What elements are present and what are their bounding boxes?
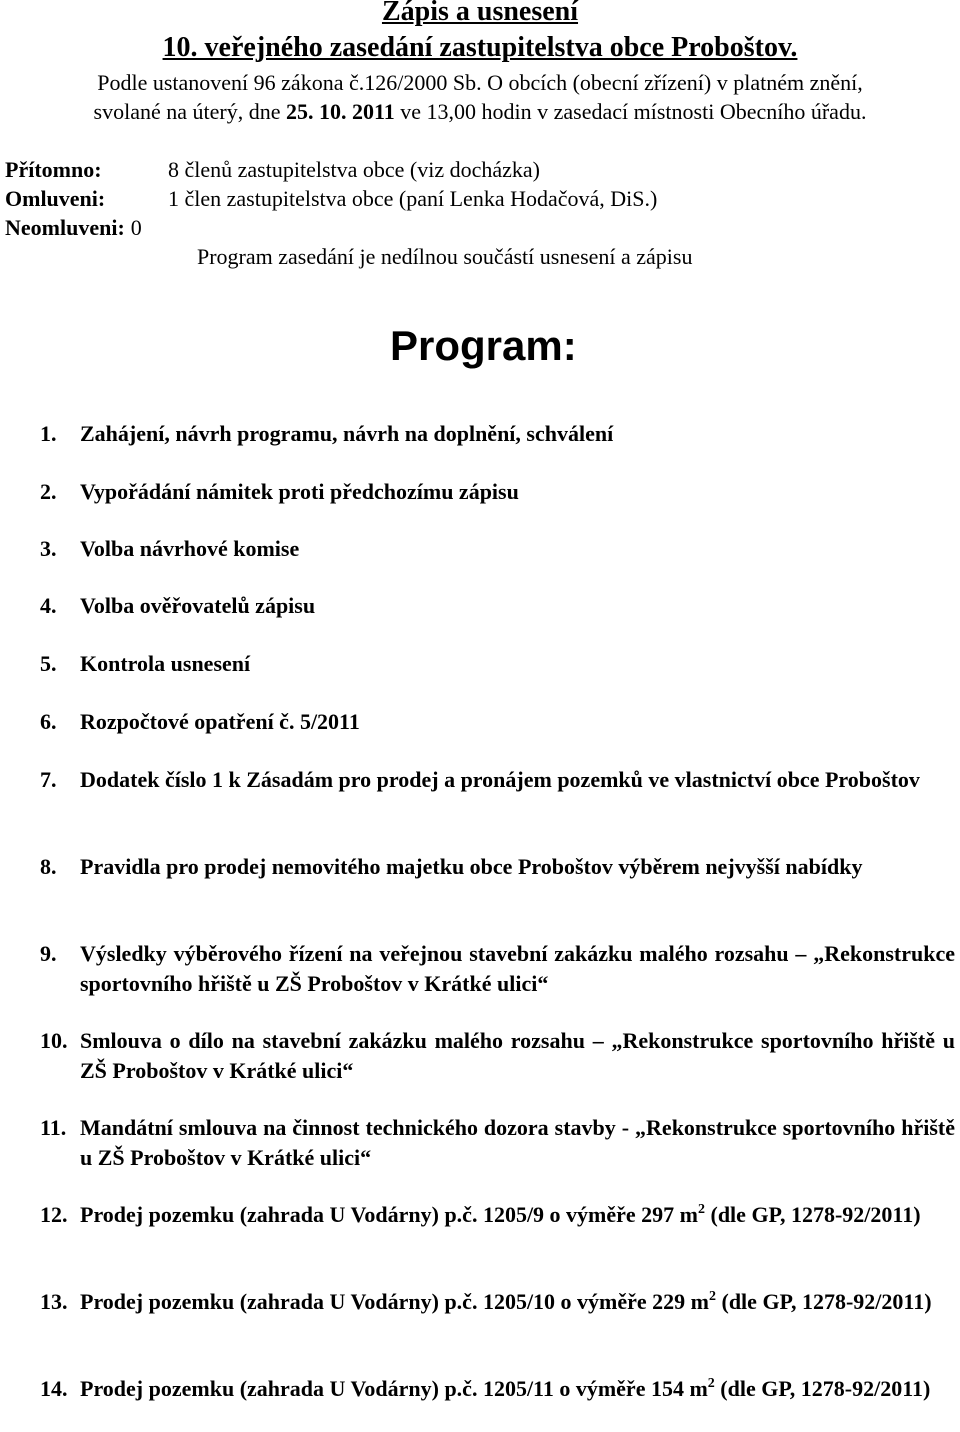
- item-number: 9.: [40, 941, 57, 966]
- present-value: 8 členů zastupitelstva obce (viz docházka): [168, 157, 541, 182]
- attendance-unexcused: [5, 214, 142, 242]
- item-number: 2.: [40, 479, 57, 504]
- item-text: Dodatek číslo 1 k Zásadám pro prodej a pronájem pozemků ve vlastnictví obce Proboštov: [80, 767, 920, 792]
- item-text: Smlouva o dílo na stavební zakázku malého rozsahu – „Rekonstrukce sportovního hřiště u ZŠ Proboštov v Krátké ulici“: [80, 1028, 955, 1083]
- item-text: Kontrola usnesení: [80, 651, 251, 676]
- program-item: [40, 707, 955, 737]
- item-number: 7.: [40, 767, 57, 792]
- item-text-pre: Prodej pozemku (zahrada U Vodárny) p.č. 1205/11 o výměře 154 m: [80, 1376, 708, 1401]
- attendance-excused: [5, 185, 658, 213]
- superscript: 2: [707, 1376, 715, 1391]
- item-number: 12.: [40, 1202, 68, 1227]
- item-text: [80, 1374, 955, 1404]
- item-text: Volba návrhové komise: [80, 536, 300, 561]
- program-item: [40, 1287, 955, 1317]
- item-number: 1.: [40, 421, 57, 446]
- program-item: [40, 591, 955, 621]
- program-item: [40, 852, 955, 882]
- program-note: Program zasedání je nedílnou součástí usnesení a zápisu: [197, 244, 693, 269]
- program-item: [40, 939, 955, 999]
- item-text-post: (dle GP, 1278-92/2011): [714, 1376, 931, 1401]
- document-subtitle: 10. veřejného zasedání zastupitelstva obce Proboštov.: [162, 32, 798, 63]
- intro-line-2: [0, 98, 960, 126]
- item-text-post: (dle GP, 1278-92/2011): [705, 1202, 921, 1227]
- superscript: 2: [698, 1202, 705, 1217]
- attendance-present: [5, 156, 541, 184]
- program-item: [40, 649, 955, 679]
- program-item: [40, 1026, 955, 1086]
- item-text: Zahájení, návrh programu, návrh na doplnění, schválení: [80, 421, 614, 446]
- item-number: 11.: [40, 1115, 67, 1140]
- item-number: 6.: [40, 709, 57, 734]
- present-label: Přítomno:: [5, 157, 102, 182]
- item-text-pre: Prodej pozemku (zahrada U Vodárny) p.č. 1205/10 o výměře 229 m: [80, 1289, 709, 1314]
- item-number: 8.: [40, 854, 57, 879]
- item-text: Pravidla pro prodej nemovitého majetku obce Proboštov výběrem nejvyšší nabídky: [80, 854, 863, 879]
- excused-value: 1 člen zastupitelstva obce (paní Lenka Hodačová, DiS.): [168, 186, 658, 211]
- item-number: 13.: [40, 1289, 68, 1314]
- item-text-post: (dle GP, 1278-92/2011): [716, 1289, 932, 1314]
- item-number: 14.: [40, 1376, 68, 1401]
- intro-line-2-pre: svolané na úterý, dne: [93, 99, 286, 124]
- program-item: [40, 419, 955, 449]
- item-text: Rozpočtové opatření č. 5/2011: [80, 709, 360, 734]
- intro-line-2-post: ve 13,00 hodin v zasedací místnosti Obecního úřadu.: [394, 99, 867, 124]
- document-title: Zápis a usnesení: [381, 0, 579, 27]
- item-text: Mandátní smlouva na činnost technického dozora stavby - „Rekonstrukce sportovního hřiště u ZŠ Proboštov v Krátké ulici“: [80, 1115, 955, 1170]
- program-item: [40, 534, 955, 564]
- item-number: 5.: [40, 651, 57, 676]
- program-item: [40, 765, 955, 795]
- item-text: Výsledky výběrového řízení na veřejnou stavební zakázku malého rozsahu – „Rekonstrukce sportovního hřiště u ZŠ Proboštov v Krátké ulici“: [80, 941, 955, 996]
- meeting-date: 25. 10. 2011: [285, 99, 395, 124]
- program-item: [40, 1374, 955, 1404]
- item-text-pre: Prodej pozemku (zahrada U Vodárny) p.č. 1205/9 o výměře 297 m: [80, 1202, 698, 1227]
- intro-line-1: Podle ustanovení 96 zákona č.126/2000 Sb. O obcích (obecní zřízení) v platném znění,: [97, 70, 863, 95]
- item-text: [80, 1200, 955, 1230]
- program-item: [40, 477, 955, 507]
- item-text: Vypořádání námitek proti předchozímu zápisu: [80, 479, 519, 504]
- program-item: [40, 1200, 955, 1230]
- program-heading: Program:: [390, 322, 577, 369]
- item-number: 4.: [40, 593, 57, 618]
- item-text: Volba ověřovatelů zápisu: [80, 593, 316, 618]
- item-number: 10.: [40, 1028, 68, 1053]
- unexcused-label: Neomluveni:: [5, 215, 125, 240]
- program-item: [40, 1113, 955, 1173]
- item-text: [80, 1287, 955, 1317]
- excused-label: Omluveni:: [5, 186, 106, 211]
- superscript: 2: [709, 1289, 716, 1304]
- unexcused-value: 0: [130, 215, 142, 240]
- item-number: 3.: [40, 536, 57, 561]
